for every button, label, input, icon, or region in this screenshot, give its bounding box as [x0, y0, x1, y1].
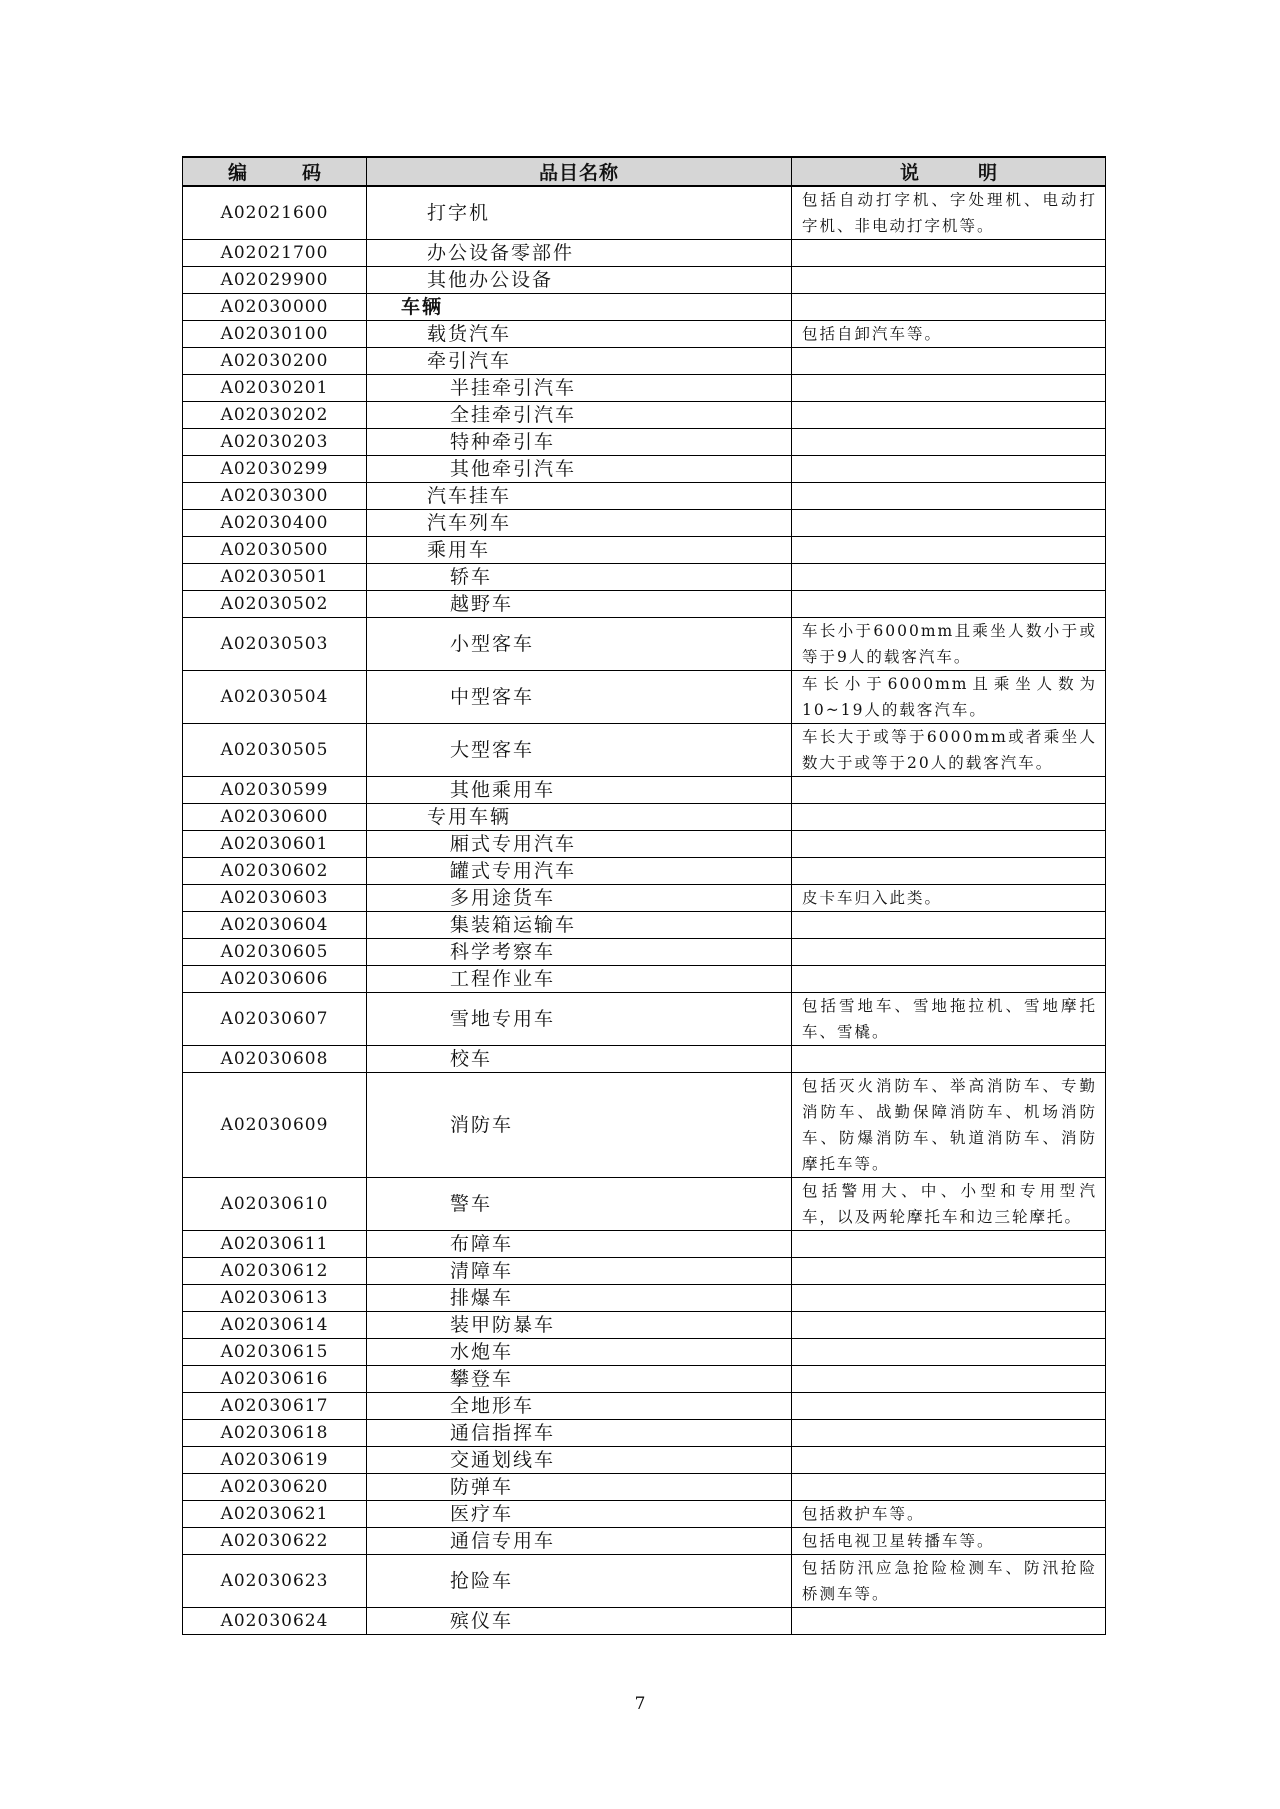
item-description: [792, 483, 1106, 510]
item-name: 专用车辆: [367, 804, 792, 831]
item-description: [792, 240, 1106, 267]
item-description: 包括自动打字机、字处理机、电动打字机、非电动打字机等。: [792, 186, 1106, 240]
item-description: [792, 1608, 1106, 1635]
item-code: A02030614: [183, 1312, 367, 1339]
item-name: 医疗车: [367, 1501, 792, 1528]
item-name: 装甲防暴车: [367, 1312, 792, 1339]
header-code: 编 码: [183, 157, 367, 186]
item-name: 越野车: [367, 591, 792, 618]
item-name: 排爆车: [367, 1285, 792, 1312]
item-description: [792, 510, 1106, 537]
item-code: A02030620: [183, 1474, 367, 1501]
table-row: [183, 939, 1106, 966]
item-code: A02030400: [183, 510, 367, 537]
item-name: 水炮车: [367, 1339, 792, 1366]
item-name: 大型客车: [367, 724, 792, 777]
item-description: [792, 564, 1106, 591]
page-number: 7: [634, 1694, 646, 1714]
item-code: A02030617: [183, 1393, 367, 1420]
item-name: 工程作业车: [367, 966, 792, 993]
item-code: A02030201: [183, 375, 367, 402]
item-name: 厢式专用汽车: [367, 831, 792, 858]
table-row: [183, 671, 1106, 724]
item-description: [792, 831, 1106, 858]
table-row: [183, 1366, 1106, 1393]
item-name: 交通划线车: [367, 1447, 792, 1474]
table-row: [183, 1339, 1106, 1366]
item-name: 雪地专用车: [367, 993, 792, 1046]
item-code: A02030613: [183, 1285, 367, 1312]
item-code: A02030602: [183, 858, 367, 885]
table-row: [183, 885, 1106, 912]
table-row: [183, 618, 1106, 671]
item-description: 包括灭火消防车、举高消防车、专勤消防车、战勤保障消防车、机场消防车、防爆消防车、轨道消防车、消防摩托车等。: [792, 1073, 1106, 1178]
item-code: A02030607: [183, 993, 367, 1046]
item-code: A02030603: [183, 885, 367, 912]
item-code: A02030299: [183, 456, 367, 483]
table-row: [183, 1608, 1106, 1635]
item-code: A02030621: [183, 1501, 367, 1528]
item-name: 校车: [367, 1046, 792, 1073]
item-name: 半挂牵引汽车: [367, 375, 792, 402]
item-name: 清障车: [367, 1258, 792, 1285]
item-description: [792, 1339, 1106, 1366]
item-name: 牵引汽车: [367, 348, 792, 375]
item-description: [792, 1447, 1106, 1474]
item-description: 车长大于或等于6000mm或者乘坐人数大于或等于20人的载客汽车。: [792, 724, 1106, 777]
table-row: [183, 831, 1106, 858]
table-row: [183, 858, 1106, 885]
item-code: A02030611: [183, 1231, 367, 1258]
item-code: A02030623: [183, 1555, 367, 1608]
item-name: 布障车: [367, 1231, 792, 1258]
table-row: [183, 1447, 1106, 1474]
item-code: A02030502: [183, 591, 367, 618]
item-code: A02030100: [183, 321, 367, 348]
table-row: [183, 804, 1106, 831]
item-name: 其他牵引汽车: [367, 456, 792, 483]
item-name: 多用途货车: [367, 885, 792, 912]
item-name: 全地形车: [367, 1393, 792, 1420]
item-name: 小型客车: [367, 618, 792, 671]
item-description: [792, 912, 1106, 939]
table-row: [183, 375, 1106, 402]
table-row: [183, 240, 1106, 267]
item-description: [792, 456, 1106, 483]
table-row: [183, 1178, 1106, 1231]
item-description: [792, 1258, 1106, 1285]
item-description: [792, 939, 1106, 966]
item-description: [792, 537, 1106, 564]
item-code: A02030300: [183, 483, 367, 510]
item-description: 车长小于6000mm且乘坐人数小于或等于9人的载客汽车。: [792, 618, 1106, 671]
table-row: [183, 777, 1106, 804]
item-description: [792, 1420, 1106, 1447]
item-code: A02030505: [183, 724, 367, 777]
table-row: [183, 966, 1106, 993]
item-description: [792, 1393, 1106, 1420]
table-row: [183, 912, 1106, 939]
item-code: A02030609: [183, 1073, 367, 1178]
item-description: 包括电视卫星转播车等。: [792, 1528, 1106, 1555]
item-code: A02030000: [183, 294, 367, 321]
item-name: 集装箱运输车: [367, 912, 792, 939]
item-code: A02030610: [183, 1178, 367, 1231]
table-row: [183, 1555, 1106, 1608]
item-description: [792, 348, 1106, 375]
item-name: 防弹车: [367, 1474, 792, 1501]
item-name: 通信专用车: [367, 1528, 792, 1555]
table-row: [183, 564, 1106, 591]
item-name: 轿车: [367, 564, 792, 591]
item-code: A02030202: [183, 402, 367, 429]
table-row: [183, 1528, 1106, 1555]
item-name: 车辆: [367, 294, 792, 321]
item-name: 殡仪车: [367, 1608, 792, 1635]
table-row: [183, 348, 1106, 375]
table-row: [183, 1393, 1106, 1420]
item-description: [792, 804, 1106, 831]
header-name: 品目名称: [367, 157, 792, 186]
table-row: [183, 321, 1106, 348]
item-name: 其他办公设备: [367, 267, 792, 294]
table-row: [183, 591, 1106, 618]
table-row: [183, 510, 1106, 537]
item-description: 皮卡车归入此类。: [792, 885, 1106, 912]
table-row: [183, 1501, 1106, 1528]
item-description: [792, 429, 1106, 456]
table-row: [183, 537, 1106, 564]
item-name: 其他乘用车: [367, 777, 792, 804]
item-description: [792, 858, 1106, 885]
table-row: [183, 1420, 1106, 1447]
item-code: A02030615: [183, 1339, 367, 1366]
item-name: 乘用车: [367, 537, 792, 564]
item-name: 打字机: [367, 186, 792, 240]
item-code: A02030501: [183, 564, 367, 591]
item-description: [792, 1046, 1106, 1073]
item-description: 包括雪地车、雪地拖拉机、雪地摩托车、雪橇。: [792, 993, 1106, 1046]
item-code: A02030504: [183, 671, 367, 724]
item-code: A02030619: [183, 1447, 367, 1474]
table-header: [183, 157, 1106, 186]
item-description: 包括防汛应急抢险检测车、防汛抢险桥测车等。: [792, 1555, 1106, 1608]
header-row: [183, 157, 1106, 186]
item-name: 办公设备零部件: [367, 240, 792, 267]
item-code: A02030606: [183, 966, 367, 993]
item-code: A02030500: [183, 537, 367, 564]
table-row: [183, 1312, 1106, 1339]
table-row: [183, 724, 1106, 777]
item-description: [792, 402, 1106, 429]
item-description: [792, 294, 1106, 321]
item-name: 汽车列车: [367, 510, 792, 537]
table-row: [183, 429, 1106, 456]
item-name: 警车: [367, 1178, 792, 1231]
table-row: [183, 294, 1106, 321]
item-name: 攀登车: [367, 1366, 792, 1393]
table-row: [183, 1474, 1106, 1501]
item-code: A02030616: [183, 1366, 367, 1393]
item-name: 消防车: [367, 1073, 792, 1178]
item-description: [792, 375, 1106, 402]
item-name: 中型客车: [367, 671, 792, 724]
table-row: [183, 456, 1106, 483]
table-row: [183, 1046, 1106, 1073]
item-code: A02021700: [183, 240, 367, 267]
item-description: [792, 591, 1106, 618]
item-code: A02030624: [183, 1608, 367, 1635]
item-description: 车长小于6000mm且乘坐人数为10~19人的载客汽车。: [792, 671, 1106, 724]
item-name: 通信指挥车: [367, 1420, 792, 1447]
table-row: [183, 267, 1106, 294]
item-code: A02030622: [183, 1528, 367, 1555]
table-row: [183, 402, 1106, 429]
table-row: [183, 1073, 1106, 1178]
item-description: 包括自卸汽车等。: [792, 321, 1106, 348]
item-name: 抢险车: [367, 1555, 792, 1608]
item-code: A02030612: [183, 1258, 367, 1285]
table-row: [183, 1285, 1106, 1312]
table-row: [183, 483, 1106, 510]
item-name: 科学考察车: [367, 939, 792, 966]
item-description: 包括救护车等。: [792, 1501, 1106, 1528]
item-code: A02030599: [183, 777, 367, 804]
item-code: A02030605: [183, 939, 367, 966]
item-name: 特种牵引车: [367, 429, 792, 456]
item-code: A02030604: [183, 912, 367, 939]
item-code: A02030203: [183, 429, 367, 456]
item-name: 汽车挂车: [367, 483, 792, 510]
item-code: A02030200: [183, 348, 367, 375]
item-description: [792, 1285, 1106, 1312]
table-row: [183, 993, 1106, 1046]
item-code: A02030600: [183, 804, 367, 831]
item-description: [792, 1474, 1106, 1501]
item-description: [792, 267, 1106, 294]
table-row: [183, 1258, 1106, 1285]
item-name: 罐式专用汽车: [367, 858, 792, 885]
item-name: 全挂牵引汽车: [367, 402, 792, 429]
item-code: A02029900: [183, 267, 367, 294]
item-name: 载货汽车: [367, 321, 792, 348]
item-code: A02030608: [183, 1046, 367, 1073]
item-code: A02030503: [183, 618, 367, 671]
item-description: 包括警用大、中、小型和专用型汽车，以及两轮摩托车和边三轮摩托。: [792, 1178, 1106, 1231]
table-row: [183, 1231, 1106, 1258]
header-description: 说 明: [792, 157, 1106, 186]
item-description: [792, 1366, 1106, 1393]
item-code: A02030618: [183, 1420, 367, 1447]
table-body: [183, 186, 1106, 1635]
item-description: [792, 966, 1106, 993]
item-description: [792, 1312, 1106, 1339]
item-code: A02030601: [183, 831, 367, 858]
item-description: [792, 1231, 1106, 1258]
item-code: A02021600: [183, 186, 367, 240]
catalog-table: [182, 156, 1106, 1635]
item-description: [792, 777, 1106, 804]
table-row: [183, 186, 1106, 240]
